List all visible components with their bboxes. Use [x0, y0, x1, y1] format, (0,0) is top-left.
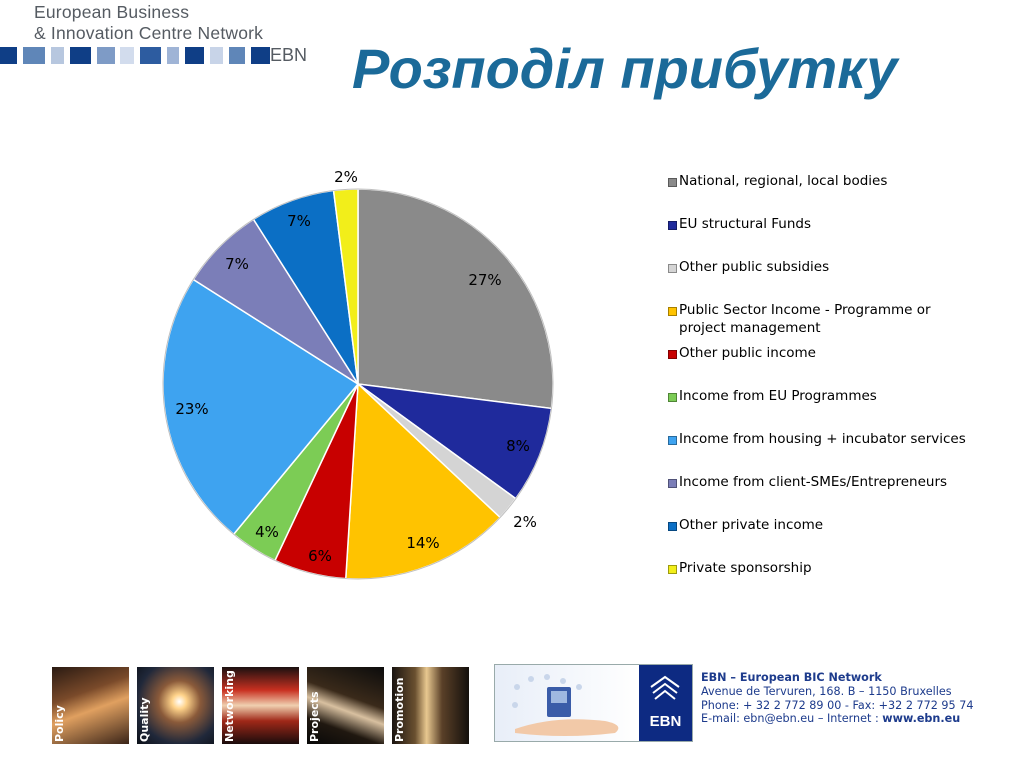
legend-swatch: [668, 264, 677, 273]
legend-label: Other private income: [679, 517, 824, 533]
legend-item: [668, 560, 968, 578]
legend-item: [668, 345, 968, 363]
legend-item: [668, 474, 968, 492]
logo-line-2: & Innovation Centre Network: [34, 23, 264, 43]
legend-swatch: [668, 565, 677, 574]
pie-data-label: 27%: [468, 271, 502, 289]
pie-data-label: 2%: [513, 513, 537, 531]
thumb-policy: [52, 667, 129, 744]
contact-phone: Phone: + 32 2 772 89 00 - Fax: +32 2 772 95 74: [701, 698, 974, 712]
legend-item: [668, 431, 968, 449]
page-title: Розподіл прибутку: [352, 37, 898, 100]
legend-swatch: [668, 522, 677, 531]
thumb-label: Policy: [53, 705, 66, 742]
legend-label: Other public income: [679, 345, 816, 361]
contact-name: EBN – European BIC Network: [701, 671, 882, 684]
thumb-label: Projects: [308, 691, 321, 742]
legend-item: [668, 259, 968, 277]
pie-data-label: 23%: [175, 400, 209, 418]
legend-item: [668, 173, 968, 191]
pie-data-label: 7%: [287, 212, 311, 230]
legend-item: [668, 216, 968, 234]
legend-label: Public Sector Income - Programme or project management: [679, 302, 931, 336]
legend-label: Income from housing + incubator services: [679, 431, 966, 447]
legend-label: Income from EU Programmes: [679, 388, 877, 404]
thumb-promotion: [392, 667, 469, 744]
legend-label: EU structural Funds: [679, 216, 812, 232]
legend-item: [668, 517, 968, 535]
pie-data-label: 14%: [406, 534, 440, 552]
thumb-quality: [137, 667, 214, 744]
banner-ebn-label: EBN: [649, 713, 682, 730]
legend-swatch: [668, 178, 677, 187]
pie-data-label: 6%: [308, 547, 332, 565]
contact-email: E-mail: ebn@ebn.eu – Internet :: [701, 712, 883, 726]
legend-swatch: [668, 307, 677, 316]
legend-swatch: [668, 436, 677, 445]
legend-swatch: [668, 221, 677, 230]
legend-item: [668, 388, 968, 406]
pie-data-label: 7%: [225, 255, 249, 273]
contact-address: Avenue de Tervuren, 168. B – 1150 Bruxelles: [701, 684, 952, 698]
legend-swatch: [668, 393, 677, 402]
thumb-label: Networking: [223, 670, 236, 742]
pie-data-label: 2%: [334, 168, 358, 186]
footer-banner: [494, 664, 693, 742]
pie-data-label: 4%: [255, 523, 279, 541]
legend-label: National, regional, local bodies: [679, 173, 888, 189]
contact-website-link[interactable]: www.ebn.eu: [882, 712, 961, 726]
legend-label: Private sponsorship: [679, 560, 812, 576]
thumb-projects: [307, 667, 384, 744]
pie-data-label: 8%: [506, 437, 530, 455]
thumb-networking: [222, 667, 299, 744]
legend-item: [668, 302, 968, 337]
contact-info: [701, 671, 973, 726]
legend-label: Income from client-SMEs/Entrepreneurs: [679, 474, 948, 490]
logo-ebn: EBN: [270, 45, 308, 65]
legend-swatch: [668, 350, 677, 359]
thumb-label: Promotion: [393, 677, 406, 742]
legend-swatch: [668, 479, 677, 488]
legend-label: Other public subsidies: [679, 259, 830, 275]
pie-slice: [358, 189, 553, 408]
logo-line-1: European Business: [34, 2, 190, 22]
thumb-label: Quality: [138, 697, 151, 742]
